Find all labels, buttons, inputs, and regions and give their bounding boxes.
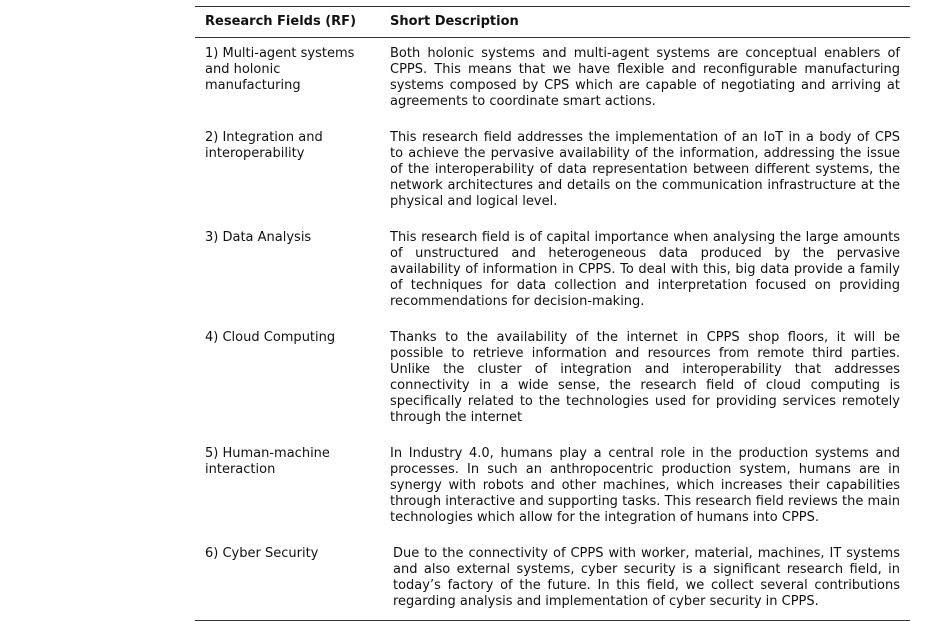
- research-field-cell: 2) Integration and interoperability: [205, 130, 323, 161]
- description-cell: This research field is of capital importance when analysing the large amounts of unstructured and heterogeneous data produced by the pervasive availability of information in CPPS. To deal with this, big data provide a family of techniques for data collection and interpretation focused on providing recommendations for decision-making.: [390, 230, 900, 309]
- table-row: [195, 38, 910, 131]
- table-row: [195, 546, 910, 620]
- table-row: [195, 130, 910, 230]
- table-body: [195, 38, 910, 621]
- description-cell: Both holonic systems and multi-agent systems are conceptual enablers of CPPS. This means that we have flexible and reconfigurable manufacturing systems composed by CPS which are capable of negotiating and arriving at agreements to coordinate smart actions.: [390, 46, 900, 109]
- research-field-cell: 5) Human-machine interaction: [205, 446, 330, 477]
- description-cell: This research field addresses the implementation of an IoT in a body of CPS to achieve the pervasive availability of the information, addressing the issue of the interoperability of data representation between different systems, the network architectures and details on the communication infrastructure at the physical and logical level.: [390, 130, 900, 209]
- research-field-cell: 1) Multi-agent systems and holonic manufacturing: [205, 46, 355, 93]
- header-research-fields: Research Fields (RF): [195, 7, 380, 38]
- table-row: [195, 446, 910, 546]
- table-row: [195, 330, 910, 446]
- research-field-cell: 6) Cyber Security: [205, 546, 319, 561]
- description-cell: Due to the connectivity of CPPS with worker, material, machines, IT systems and also external systems, cyber security is a significant research field, in today’s factory of the future. In this field, we collect several contributions regarding analysis and implementation of cyber security in CPPS.: [393, 546, 900, 609]
- research-fields-table-container: [195, 6, 910, 621]
- table-row: [195, 230, 910, 330]
- research-field-cell: 4) Cloud Computing: [205, 330, 336, 345]
- header-row: [195, 7, 910, 38]
- description-cell: Thanks to the availability of the internet in CPPS shop floors, it will be possible to retrieve information and resources from remote third parties. Unlike the cluster of integration and interoperability that addresses connectivity in a wide sense, the research field of cloud computing is specifically related to the technologies used for providing services remotely through the internet: [390, 330, 900, 425]
- table-header: [195, 7, 910, 38]
- research-field-cell: 3) Data Analysis: [205, 230, 312, 245]
- description-cell: In Industry 4.0, humans play a central role in the production systems and processes. In such an anthropocentric production system, humans are in synergy with robots and other machines, which increases their capabilities through interactive and supporting tasks. This research field reviews the main technologies which allow for the integration of humans into CPPS.: [390, 446, 900, 525]
- header-short-description: Short Description: [380, 7, 910, 38]
- research-fields-table: [195, 6, 910, 620]
